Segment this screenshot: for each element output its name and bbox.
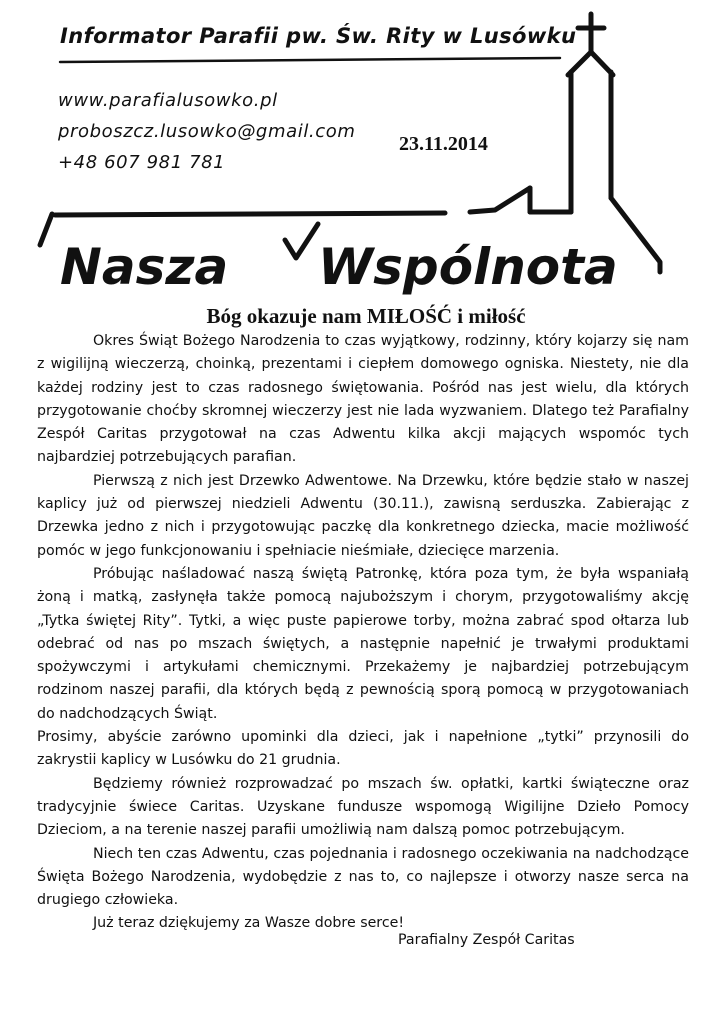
article-title: Bóg okazuje nam MIŁOŚĆ i miłość: [206, 304, 526, 328]
paragraph: Prosimy, abyście zarówno upominki dla dzieci, jak i napełnione „tytki” przynosili do zakrystii kaplicy w Lusówku do 21 grudnia.: [37, 729, 689, 769]
paragraph: Próbując naśladować naszą świętą Patronkę, która poza tym, że była wspaniałą żoną i matką, zasłynęła także pomocą najuboższym i chorym, przygotowaliśmy akcję „Tytka świętej Rity”. Tytki, a więc puste papierowe torby, można zabrać spod ołtarza lub odebrać od nas po mszach świętych, a następnie napełnić je trwałymi produktami spożywczymi i artykułami chemicznymi. Przekażemy je najbardziej potrzebującym rodzinom naszej parafii, dla których będą z pewnością sporą pomocą w przygotowaniach do nadchodzących Świąt.: [37, 565, 689, 722]
header-title: Informator Parafii pw. Św. Rity w Lusówku: [60, 24, 577, 48]
logo-word-wspolnota: Wspólnota: [318, 238, 618, 296]
signature: Parafialny Zespół Caritas: [398, 932, 575, 948]
paragraph: Już teraz dziękujemy za Wasze dobre serce!: [93, 915, 405, 932]
masthead: [0, 0, 723, 300]
logo-word-nasza: Nasza: [60, 238, 229, 296]
issue-date: 23.11.2014: [399, 133, 488, 155]
church-outline-icon: [40, 14, 660, 272]
article: [37, 302, 689, 936]
phone-number: +48 607 981 781: [58, 152, 226, 173]
email-link: proboszcz.lusowko@gmail.com: [58, 121, 356, 142]
paragraph: Niech ten czas Adwentu, czas pojednania i radosnego oczekiwania na nadchodzące Święta Bożego Narodzenia, wydobędzie z nas to, co najlepsze i otworzy nasze serca na drugiego człowieka.: [37, 845, 689, 909]
paragraph: Pierwszą z nich jest Drzewko Adwentowe. Na Drzewku, które będzie stało w naszej kaplicy już od pierwszej niedzieli Adwentu (30.11.), zawisną serduszka. Zabierając z Drzewka jedno z nich i przygotowując paczkę dla konkretnego dziecka, macie możliwość pomóc w jego funkcjonowaniu i spełniacie nieśmiałe, dziecięce marzenia.: [37, 472, 689, 559]
paragraph: Okres Świąt Bożego Narodzenia to czas wyjątkowy, rodzinny, który kojarzy się nam z wigilijną wieczerzą, choinką, prezentami i ciepłem domowego ogniska. Niestety, nie dla każdej rodziny jest to czas radosnego świętowania. Pośród nas jest wielu, dla których przygotowanie choćby skromnej wieczerzy jest nie lada wyzwaniem. Dlatego też Parafialny Zespół Caritas przygotował na czas Adwentu kilka akcji mających wspomóc tych najbardziej potrzebujących parafian.: [37, 333, 689, 466]
checkmark-icon: [285, 224, 318, 258]
title-underline: [60, 58, 560, 62]
paragraph: Będziemy również rozprowadzać po mszach św. opłatki, kartki świąteczne oraz tradycyjnie świece Caritas. Uzyskane fundusze wspomogą Wigilijne Dzieło Pomocy Dzieciom, a na terenie naszej parafii umożliwią nam dalszą pomoc potrzebującym.: [37, 775, 689, 839]
website-link: www.parafialusowko.pl: [58, 90, 278, 111]
